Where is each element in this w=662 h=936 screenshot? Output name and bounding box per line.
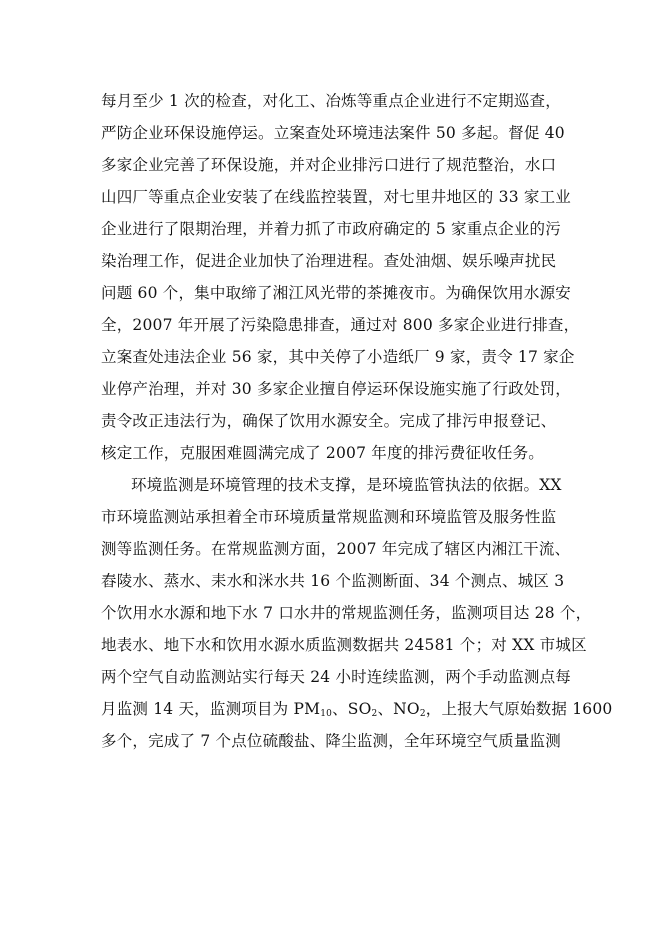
text-line: 问题 60 个，集中取缔了湘江风光带的茶摊夜市。为确保饮用水源安 bbox=[101, 284, 571, 302]
text-line: 每月至少 1 次的检查，对化工、冶炼等重点企业进行不定期巡查， bbox=[101, 92, 561, 110]
text-line: 立案查处违法企业 56 家，其中关停了小造纸厂 9 家，责令 17 家企 bbox=[101, 348, 575, 366]
text-line: 业停产治理，并对 30 多家企业擅自停运环保设施实施了行政处罚， bbox=[101, 380, 571, 398]
no-subscript: 2 bbox=[419, 709, 426, 719]
text-line: 两个空气自动监测站实行每天 24 小时连续监测，两个手动监测点每 bbox=[101, 668, 571, 686]
text-line: 个饮用水水源和地下水 7 口水井的常规监测任务，监测项目达 28 个， bbox=[101, 604, 592, 622]
so-subscript: 2 bbox=[371, 709, 378, 719]
text-line: 染治理工作，促进企业加快了治理进程。查处油烟、娱乐噪声扰民 bbox=[101, 252, 557, 270]
text-line: 市环境监测站承担着全市环境质量常规监测和环境监管及服务性监 bbox=[101, 508, 557, 526]
text-line: 测等监测任务。在常规监测方面，2007 年完成了辖区内湘江干流、 bbox=[101, 540, 571, 558]
text-line: 企业进行了限期治理，并着力抓了市政府确定的 5 家重点企业的污 bbox=[101, 220, 561, 238]
text-line: 山四厂等重点企业安装了在线监控装置，对七里井地区的 33 家工业 bbox=[101, 188, 571, 206]
paragraph-start-line: 环境监测是环境管理的技术支撑，是环境监管执法的依据。XX bbox=[131, 476, 562, 494]
pollutant-line-suffix: ，上报大气原始数据 1600 bbox=[425, 700, 613, 718]
no-label: 、NO bbox=[377, 700, 420, 718]
pm-subscript: 10 bbox=[320, 709, 333, 719]
text-line: 地表水、地下水和饮用水源水质监测数据共 24581 个；对 XX 市城区 bbox=[101, 636, 587, 654]
text-line: 多个，完成了 7 个点位硫酸盐、降尘监测，全年环境空气质量监测 bbox=[101, 732, 561, 750]
text-line: 责令改正违法行为，确保了饮用水源安全。完成了排污申报登记、 bbox=[101, 412, 557, 430]
text-line: 多家企业完善了环保设施，并对企业排污口进行了规范整治，水口 bbox=[101, 156, 557, 174]
text-line: 全，2007 年开展了污染隐患排查，通过对 800 多家企业进行排查， bbox=[101, 316, 580, 334]
text-line: 严防企业环保设施停运。立案查处环境违法案件 50 多起。督促 40 bbox=[101, 124, 565, 142]
so-label: 、SO bbox=[332, 700, 372, 718]
pollutant-line-prefix: 月监测 14 天，监测项目为 PM bbox=[101, 700, 321, 718]
text-line: 核定工作，克服困难圆满完成了 2007 年度的排污费征收任务。 bbox=[101, 444, 545, 462]
text-line: 舂陵水、蒸水、耒水和洣水共 16 个监测断面、34 个测点、城区 3 bbox=[101, 572, 565, 590]
pollutant-line bbox=[101, 698, 613, 720]
